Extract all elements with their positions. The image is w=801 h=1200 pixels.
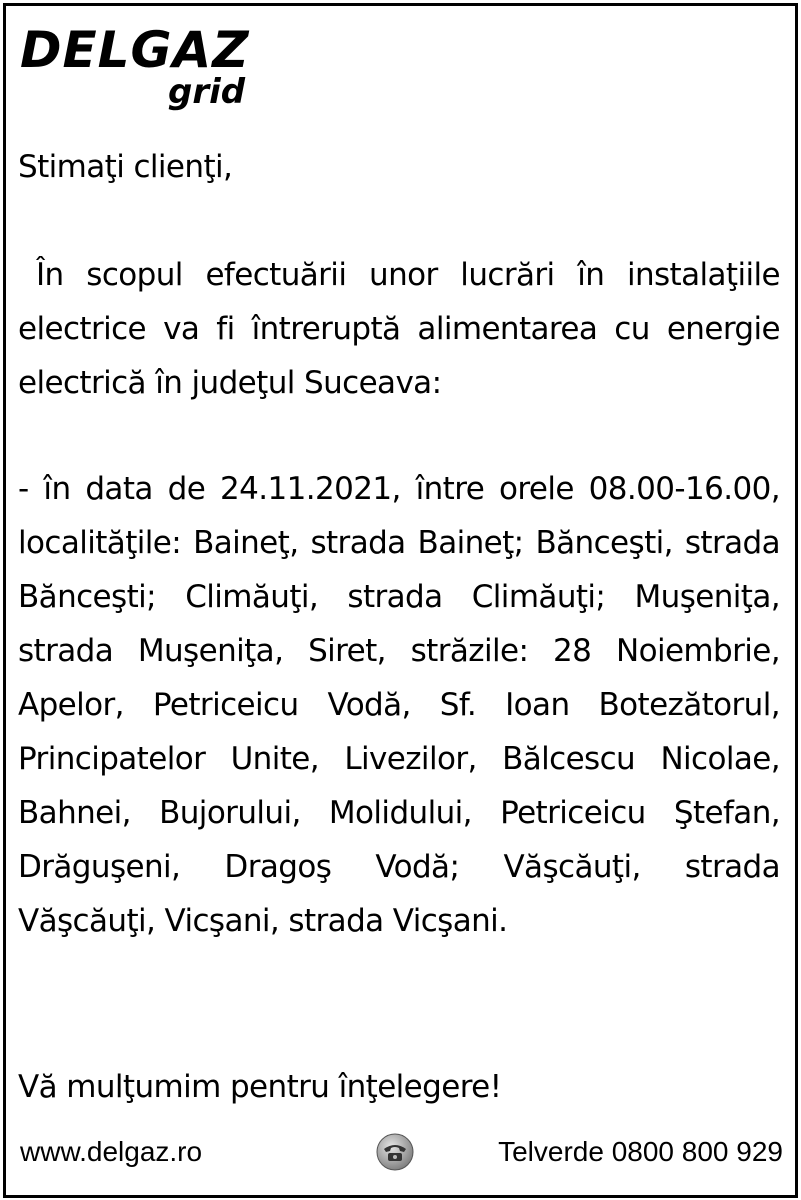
telephone-icon	[375, 1132, 415, 1172]
paragraph-intro	[18, 248, 780, 410]
footer	[18, 1132, 783, 1176]
paragraph-details: - în data de 24.11.2021, între orele 08.00-16.00, localităţile: Baineţ, strada Baineţ; Bănceşti, strada Bănceşti; Climăuţi, strada Climăuţi; Muşeniţa, strada Muşeniţa, Siret, străzile: 28 Noiembrie, Apelor, Petriceicu Vodă, Sf. Ioan Botezătorul, Principatelor Unite, Livezilor, Bălcescu Nicolae, Bahnei, Bujorului, Molidului, Petriceicu Ştefan, Drăguşeni, Dragoş Vodă; Văşcăuţi, strada Văşcăuţi, Vicşani, strada Vicşani.	[18, 471, 780, 939]
website-link[interactable]: www.delgaz.ro	[20, 1136, 203, 1167]
paragraph-intro-text: În scopul efectuării unor lucrări în instalaţiile electrice va fi întreruptă alimentarea cu energie electrică în judeţul Suceava:	[18, 257, 780, 401]
thanks-line: Vă mulţumim pentru înţelegere!	[18, 1069, 502, 1105]
delgaz-grid-logo	[20, 20, 280, 120]
logo-sub: grid	[168, 72, 246, 112]
telverde-number: Telverde 0800 800 929	[498, 1136, 783, 1167]
logo-brand: DELGAZ	[20, 21, 250, 79]
greeting: Stimaţi clienţi,	[18, 149, 233, 185]
